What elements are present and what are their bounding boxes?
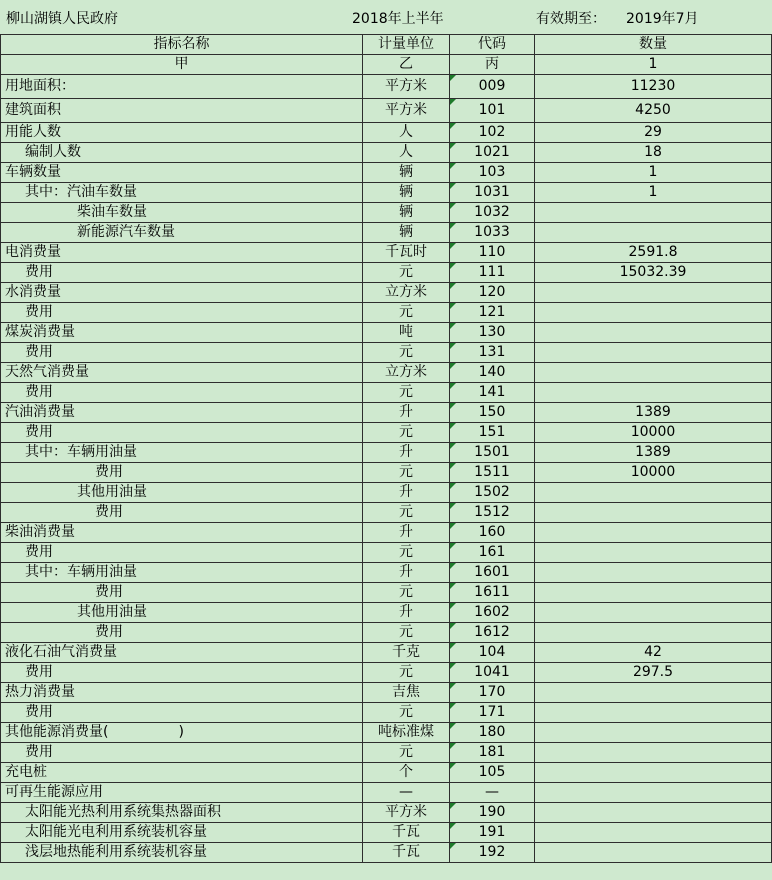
cell-code[interactable]: 141: [450, 383, 535, 403]
cell-unit[interactable]: 人: [363, 123, 450, 143]
table-row: [1, 323, 772, 343]
cell-value[interactable]: 1: [535, 55, 772, 75]
table-row: [1, 783, 772, 803]
cell-code[interactable]: 1032: [450, 203, 535, 223]
cell-unit[interactable]: 升: [363, 403, 450, 423]
cell-unit[interactable]: 吉焦: [363, 683, 450, 703]
cell-value[interactable]: 1389: [535, 403, 772, 423]
cell-code[interactable]: 102: [450, 123, 535, 143]
cell-code[interactable]: 130: [450, 323, 535, 343]
cell-unit[interactable]: 元: [363, 263, 450, 283]
cell-indicator-name[interactable]: 费用: [1, 623, 363, 643]
cell-value[interactable]: [535, 543, 772, 563]
cell-unit[interactable]: 平方米: [363, 803, 450, 823]
cell-unit[interactable]: 元: [363, 383, 450, 403]
cell-indicator-name[interactable]: 费用: [1, 703, 363, 723]
cell-code[interactable]: 1021: [450, 143, 535, 163]
table-row: [1, 343, 772, 363]
cell-code[interactable]: 150: [450, 403, 535, 423]
cell-value[interactable]: 10000: [535, 463, 772, 483]
cell-unit[interactable]: 元: [363, 543, 450, 563]
cell-code[interactable]: 1033: [450, 223, 535, 243]
cell-value[interactable]: 10000: [535, 423, 772, 443]
validity-date: 2019年7月: [626, 11, 699, 27]
cell-indicator-name[interactable]: 编制人数: [1, 143, 363, 163]
cell-code[interactable]: —: [450, 783, 535, 803]
cell-code[interactable]: 1511: [450, 463, 535, 483]
cell-unit[interactable]: 千瓦: [363, 823, 450, 843]
cell-unit[interactable]: 升: [363, 483, 450, 503]
table-row: [1, 603, 772, 623]
cell-value[interactable]: [535, 703, 772, 723]
cell-code[interactable]: 190: [450, 803, 535, 823]
cell-code[interactable]: 180: [450, 723, 535, 743]
cell-code[interactable]: 121: [450, 303, 535, 323]
table-row: [1, 803, 772, 823]
cell-value[interactable]: [535, 683, 772, 703]
cell-unit[interactable]: 吨标准煤: [363, 723, 450, 743]
cell-value[interactable]: [535, 283, 772, 303]
cell-value[interactable]: [535, 603, 772, 623]
cell-indicator-name[interactable]: 水消费量: [1, 283, 363, 303]
report-period: 2018年上半年: [352, 11, 444, 27]
table-row: [1, 123, 772, 143]
cell-value[interactable]: 42: [535, 643, 772, 663]
cell-value[interactable]: 1: [535, 183, 772, 203]
cell-unit[interactable]: 个: [363, 763, 450, 783]
table-row: [1, 723, 772, 743]
org-name: 柳山湖镇人民政府: [6, 11, 118, 27]
cell-code[interactable]: 101: [450, 99, 535, 123]
cell-value[interactable]: [535, 843, 772, 863]
cell-unit[interactable]: 元: [363, 583, 450, 603]
cell-value[interactable]: [535, 563, 772, 583]
cell-code[interactable]: 191: [450, 823, 535, 843]
cell-code[interactable]: 1501: [450, 443, 535, 463]
cell-code[interactable]: 1031: [450, 183, 535, 203]
cell-value[interactable]: 1: [535, 163, 772, 183]
cell-unit[interactable]: 辆: [363, 203, 450, 223]
cell-unit[interactable]: 千克: [363, 643, 450, 663]
cell-indicator-name[interactable]: 费用: [1, 303, 363, 323]
cell-value[interactable]: 18: [535, 143, 772, 163]
cell-unit[interactable]: 元: [363, 623, 450, 643]
cell-indicator-name[interactable]: 费用: [1, 583, 363, 603]
cell-unit[interactable]: 元: [363, 303, 450, 323]
cell-value[interactable]: [535, 323, 772, 343]
cell-value[interactable]: [535, 823, 772, 843]
cell-value[interactable]: [535, 363, 772, 383]
cell-code[interactable]: 181: [450, 743, 535, 763]
cell-code[interactable]: 105: [450, 763, 535, 783]
cell-value[interactable]: [535, 623, 772, 643]
cell-unit[interactable]: 千瓦时: [363, 243, 450, 263]
cell-indicator-name[interactable]: 费用: [1, 503, 363, 523]
cell-code[interactable]: 1611: [450, 583, 535, 603]
cell-indicator-name[interactable]: 汽油消费量: [1, 403, 363, 423]
cell-value[interactable]: 297.5: [535, 663, 772, 683]
cell-indicator-name[interactable]: 其他用油量: [1, 483, 363, 503]
cell-unit[interactable]: —: [363, 783, 450, 803]
cell-indicator-name[interactable]: 其中：车辆用油量: [1, 443, 363, 463]
cell-unit[interactable]: 乙: [363, 55, 450, 75]
table-row: [1, 423, 772, 443]
cell-indicator-name[interactable]: 建筑面积: [1, 99, 363, 123]
cell-indicator-name[interactable]: 可再生能源应用: [1, 783, 363, 803]
table-row: [1, 543, 772, 563]
table-row: [1, 263, 772, 283]
cell-unit[interactable]: 平方米: [363, 99, 450, 123]
table-row: [1, 643, 772, 663]
cell-indicator-name[interactable]: 煤炭消费量: [1, 323, 363, 343]
table-row: [1, 483, 772, 503]
cell-value[interactable]: [535, 383, 772, 403]
header-cell-code[interactable]: 代码: [450, 35, 535, 55]
cell-indicator-name[interactable]: 液化石油气消费量: [1, 643, 363, 663]
cell-value[interactable]: 11230: [535, 75, 772, 99]
cell-indicator-name[interactable]: 柴油车数量: [1, 203, 363, 223]
table-row: [1, 243, 772, 263]
cell-code[interactable]: 192: [450, 843, 535, 863]
cell-code[interactable]: 丙: [450, 55, 535, 75]
cell-value[interactable]: [535, 523, 772, 543]
cell-unit[interactable]: 元: [363, 743, 450, 763]
cell-indicator-name[interactable]: 其中：车辆用油量: [1, 563, 363, 583]
cell-indicator-name[interactable]: 天然气消费量: [1, 363, 363, 383]
cell-indicator-name[interactable]: 其他能源消费量( ): [1, 723, 363, 743]
cell-indicator-name[interactable]: 用地面积：: [1, 75, 363, 99]
table-row: [1, 683, 772, 703]
cell-code[interactable]: 151: [450, 423, 535, 443]
indicator-table: [0, 34, 772, 863]
table-row: [1, 223, 772, 243]
header-cell-value[interactable]: 数量: [535, 35, 772, 55]
cell-unit[interactable]: 元: [363, 423, 450, 443]
cell-code[interactable]: 1512: [450, 503, 535, 523]
cell-unit[interactable]: 元: [363, 463, 450, 483]
cell-indicator-name[interactable]: 费用: [1, 543, 363, 563]
cell-value[interactable]: 1389: [535, 443, 772, 463]
table-header-row: [1, 35, 772, 55]
cell-indicator-name[interactable]: 电消费量: [1, 243, 363, 263]
cell-value[interactable]: [535, 583, 772, 603]
table-row: [1, 663, 772, 683]
table-row: [1, 183, 772, 203]
table-row: [1, 55, 772, 75]
table-row: [1, 623, 772, 643]
cell-unit[interactable]: 元: [363, 343, 450, 363]
cell-code[interactable]: 1041: [450, 663, 535, 683]
cell-value[interactable]: [535, 223, 772, 243]
cell-unit[interactable]: 立方米: [363, 283, 450, 303]
cell-value[interactable]: [535, 763, 772, 783]
cell-indicator-name[interactable]: 车辆数量: [1, 163, 363, 183]
table-row: [1, 523, 772, 543]
table-row: [1, 75, 772, 99]
cell-value[interactable]: [535, 503, 772, 523]
table-row: [1, 763, 772, 783]
cell-code[interactable]: 140: [450, 363, 535, 383]
cell-indicator-name[interactable]: 热力消费量: [1, 683, 363, 703]
table-row: [1, 383, 772, 403]
cell-value[interactable]: [535, 803, 772, 823]
cell-code[interactable]: 110: [450, 243, 535, 263]
table-row: [1, 823, 772, 843]
cell-indicator-name[interactable]: 费用: [1, 663, 363, 683]
cell-indicator-name[interactable]: 太阳能光电利用系统装机容量: [1, 823, 363, 843]
cell-value[interactable]: 29: [535, 123, 772, 143]
table-row: [1, 203, 772, 223]
cell-code[interactable]: 104: [450, 643, 535, 663]
cell-unit[interactable]: 升: [363, 523, 450, 543]
table-row: [1, 283, 772, 303]
cell-code[interactable]: 103: [450, 163, 535, 183]
cell-unit[interactable]: 元: [363, 703, 450, 723]
cell-indicator-name[interactable]: 充电桩: [1, 763, 363, 783]
table-row: [1, 583, 772, 603]
table-row: [1, 403, 772, 423]
cell-indicator-name[interactable]: 费用: [1, 383, 363, 403]
validity-label: 有效期至：: [536, 11, 606, 27]
cell-code[interactable]: 171: [450, 703, 535, 723]
table-row: [1, 99, 772, 123]
cell-code[interactable]: 111: [450, 263, 535, 283]
cell-value[interactable]: 2591.8: [535, 243, 772, 263]
cell-value[interactable]: 15032.39: [535, 263, 772, 283]
cell-indicator-name[interactable]: 柴油消费量: [1, 523, 363, 543]
cell-unit[interactable]: 平方米: [363, 75, 450, 99]
table-row: [1, 703, 772, 723]
cell-unit[interactable]: 元: [363, 503, 450, 523]
cell-unit[interactable]: 元: [363, 663, 450, 683]
cell-unit[interactable]: 升: [363, 443, 450, 463]
cell-indicator-name[interactable]: 费用: [1, 423, 363, 443]
cell-value[interactable]: [535, 743, 772, 763]
cell-indicator-name[interactable]: 费用: [1, 343, 363, 363]
cell-value[interactable]: [535, 483, 772, 503]
cell-indicator-name[interactable]: 太阳能光热利用系统集热器面积: [1, 803, 363, 823]
table-row: [1, 843, 772, 863]
cell-unit[interactable]: 辆: [363, 183, 450, 203]
cell-code[interactable]: 161: [450, 543, 535, 563]
cell-unit[interactable]: 升: [363, 563, 450, 583]
cell-unit[interactable]: 辆: [363, 163, 450, 183]
cell-code[interactable]: 1612: [450, 623, 535, 643]
cell-value[interactable]: [535, 343, 772, 363]
cell-value[interactable]: [535, 203, 772, 223]
cell-indicator-name[interactable]: 用能人数: [1, 123, 363, 143]
cell-value[interactable]: [535, 303, 772, 323]
cell-code[interactable]: 1602: [450, 603, 535, 623]
header-cell-unit[interactable]: 计量单位: [363, 35, 450, 55]
table-row: [1, 303, 772, 323]
cell-code[interactable]: 1601: [450, 563, 535, 583]
cell-indicator-name[interactable]: 费用: [1, 263, 363, 283]
cell-indicator-name[interactable]: 新能源汽车数量: [1, 223, 363, 243]
cell-value[interactable]: 4250: [535, 99, 772, 123]
cell-code[interactable]: 120: [450, 283, 535, 303]
cell-indicator-name[interactable]: 浅层地热能利用系统装机容量: [1, 843, 363, 863]
cell-code[interactable]: 131: [450, 343, 535, 363]
cell-value[interactable]: [535, 723, 772, 743]
table-row: [1, 443, 772, 463]
cell-indicator-name[interactable]: 其他用油量: [1, 603, 363, 623]
table-row: [1, 563, 772, 583]
cell-indicator-name[interactable]: 费用: [1, 463, 363, 483]
report-header: [0, 0, 772, 34]
cell-unit[interactable]: 千瓦: [363, 843, 450, 863]
table-row: [1, 463, 772, 483]
cell-unit[interactable]: 升: [363, 603, 450, 623]
table-row: [1, 143, 772, 163]
table-row: [1, 363, 772, 383]
header-cell-name[interactable]: 指标名称: [1, 35, 363, 55]
cell-code[interactable]: 1502: [450, 483, 535, 503]
cell-code[interactable]: 160: [450, 523, 535, 543]
cell-code[interactable]: 009: [450, 75, 535, 99]
table-row: [1, 163, 772, 183]
table-row: [1, 503, 772, 523]
cell-unit[interactable]: 立方米: [363, 363, 450, 383]
cell-indicator-name[interactable]: 甲: [1, 55, 363, 75]
cell-unit[interactable]: 吨: [363, 323, 450, 343]
cell-value[interactable]: [535, 783, 772, 803]
cell-indicator-name[interactable]: 费用: [1, 743, 363, 763]
cell-indicator-name[interactable]: 其中：汽油车数量: [1, 183, 363, 203]
cell-unit[interactable]: 人: [363, 143, 450, 163]
cell-code[interactable]: 170: [450, 683, 535, 703]
table-row: [1, 743, 772, 763]
cell-unit[interactable]: 辆: [363, 223, 450, 243]
